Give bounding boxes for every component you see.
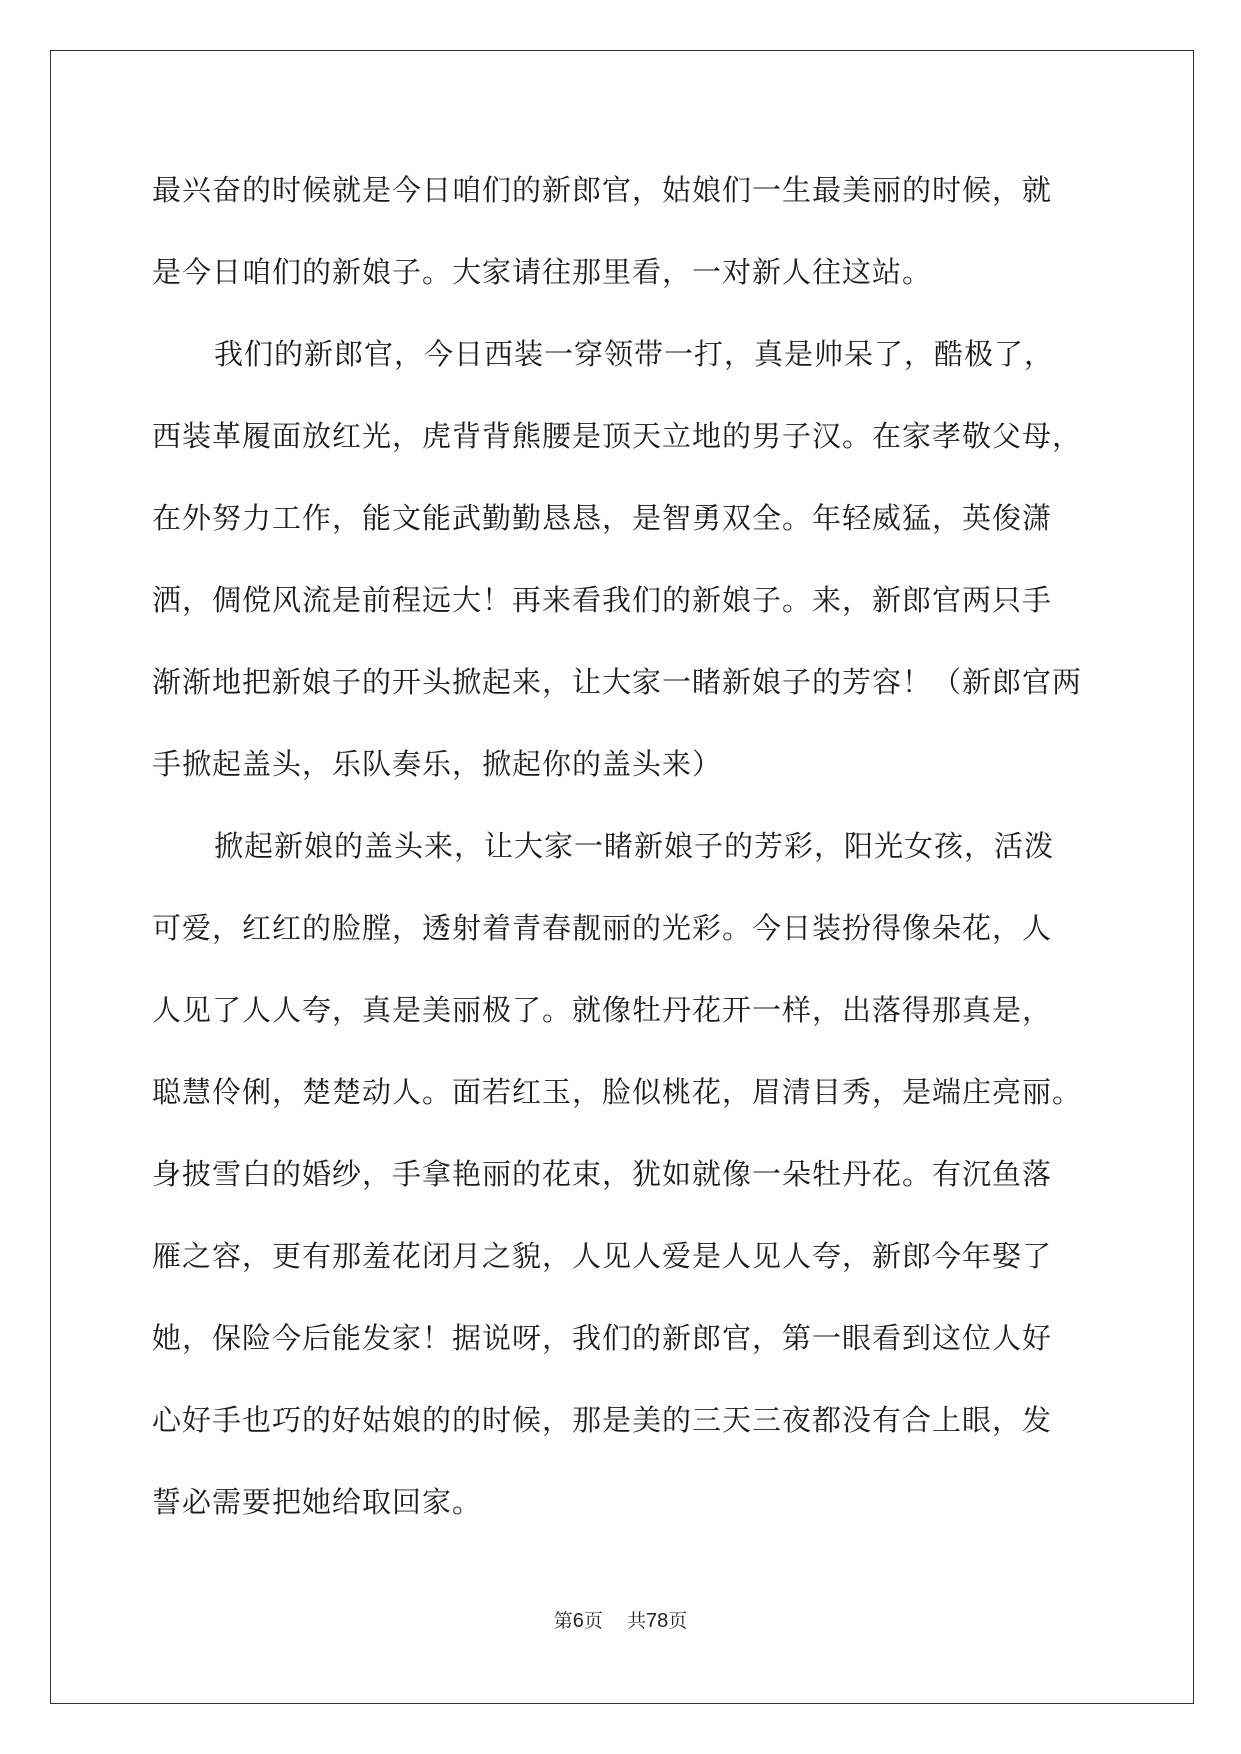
text-line: 最兴奋的时候就是今日咱们的新郎官，姑娘们一生最美丽的时候，就 (152, 173, 1053, 207)
text-line: 在外努力工作，能文能武勤勤恳恳，是智勇双全。年轻威猛，英俊潇 (152, 501, 1053, 535)
text-line: 西装革履面放红光，虎背背熊腰是顶天立地的男子汉。在家孝敬父母， (152, 419, 1083, 453)
total-prefix: 共 (627, 1610, 647, 1632)
page-suffix: 页 (583, 1610, 603, 1632)
text-line: 渐渐地把新娘子的开头掀起来，让大家一睹新娘子的芳容！（新郎官两 (152, 665, 1083, 699)
text-line: 人见了人人夸，真是美丽极了。就像牡丹花开一样，出落得那真是， (152, 993, 1053, 1027)
text-line: 心好手也巧的好姑娘的的时候，那是美的三天三夜都没有合上眼，发 (152, 1403, 1053, 1437)
text-line: 雁之容，更有那羞花闭月之貌，人见人爱是人见人夸，新郎今年娶了 (152, 1239, 1053, 1273)
text-line: 聪慧伶俐，楚楚动人。面若红玉，脸似桃花，眉清目秀，是端庄亮丽。 (152, 1075, 1083, 1109)
total-pages: 78 (646, 1610, 669, 1632)
text-line: 掀起新娘的盖头来，让大家一睹新娘子的芳彩，阳光女孩，活泼 (214, 829, 1055, 863)
total-suffix: 页 (668, 1610, 688, 1632)
text-line: 她，保险今后能发家！据说呀，我们的新郎官，第一眼看到这位人好 (152, 1321, 1053, 1355)
page-prefix: 第 (553, 1610, 573, 1632)
text-line: 可爱，红红的脸膛，透射着青春靓丽的光彩。今日装扮得像朵花，人 (152, 911, 1053, 945)
text-line: 是今日咱们的新娘子。大家请往那里看，一对新人往这站。 (152, 255, 933, 289)
page-footer (0, 1606, 1241, 1633)
page-number: 6 (572, 1610, 584, 1632)
text-line: 誓必需要把她给取回家。 (152, 1485, 483, 1519)
text-line: 洒，倜傥风流是前程远大！再来看我们的新娘子。来，新郎官两只手 (152, 583, 1053, 617)
text-line: 手掀起盖头，乐队奏乐，掀起你的盖头来） (152, 747, 723, 781)
text-line: 我们的新郎官，今日西装一穿领带一打，真是帅呆了，酷极了， (214, 337, 1055, 371)
text-line: 身披雪白的婚纱，手拿艳丽的花束，犹如就像一朵牡丹花。有沉鱼落 (152, 1157, 1053, 1191)
document-body (152, 158, 1102, 1552)
